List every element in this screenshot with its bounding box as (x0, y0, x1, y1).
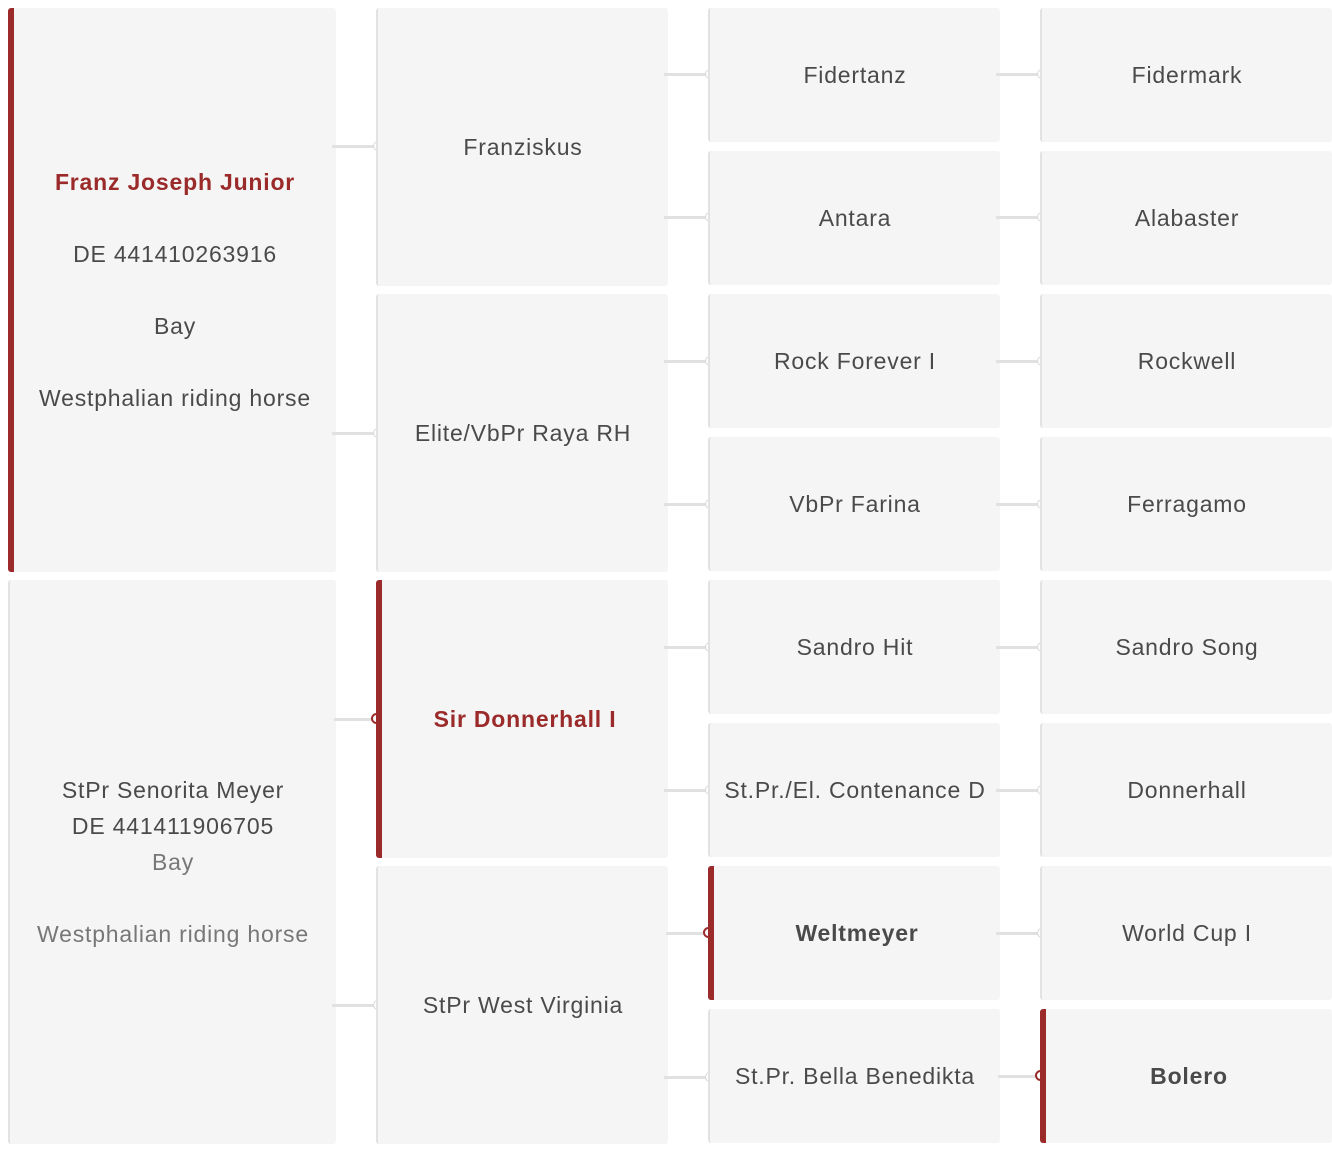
dam-dam-name[interactable]: StPr West Virginia (422, 992, 624, 1018)
horse-breed: Westphalian riding horse (39, 385, 311, 411)
ancestor-card[interactable] (708, 8, 1000, 142)
ancestor-card[interactable] (708, 580, 1000, 714)
ancestor-name[interactable]: Weltmeyer (795, 920, 919, 946)
dam-name[interactable]: StPr Senorita Meyer (61, 777, 285, 803)
ancestor-name[interactable]: Alabaster (1134, 205, 1240, 231)
ancestor-card[interactable] (708, 1009, 1000, 1143)
horse-card[interactable] (8, 8, 336, 572)
ancestor-name[interactable]: Donnerhall (1127, 777, 1247, 803)
dam-sire-card[interactable] (376, 580, 668, 858)
connector-line (996, 646, 1042, 649)
ancestor-card[interactable] (708, 723, 1000, 857)
dam-card[interactable] (8, 580, 336, 1144)
connector-line (996, 503, 1042, 506)
connector-line (664, 789, 710, 792)
ancestor-name[interactable]: St.Pr./El. Contenance D (724, 777, 986, 803)
dam-dam-card[interactable] (376, 866, 668, 1144)
ancestor-name[interactable]: Rockwell (1137, 348, 1237, 374)
connector-line (664, 360, 710, 363)
ancestor-card[interactable] (1040, 866, 1332, 1000)
connector-line (996, 789, 1042, 792)
ancestor-name[interactable]: VbPr Farina (789, 491, 921, 517)
connector-line (332, 145, 378, 148)
ancestor-card-highlight[interactable] (1040, 1009, 1332, 1143)
dam-sire-name[interactable]: Sir Donnerhall I (433, 706, 617, 732)
ancestor-name[interactable]: Antara (818, 205, 892, 231)
connector-line (664, 646, 710, 649)
connector-line (996, 932, 1042, 935)
ancestor-name[interactable]: World Cup I (1122, 920, 1252, 946)
dam-breed: Westphalian riding horse (37, 921, 309, 947)
dam-reg-no: DE 441411906705 (71, 813, 275, 839)
sire-name[interactable]: Franziskus (463, 134, 583, 160)
ancestor-name[interactable]: Fidermark (1131, 62, 1243, 88)
sire-dam-card[interactable] (376, 294, 668, 572)
sire-dam-name[interactable]: Elite/VbPr Raya RH (414, 420, 632, 446)
connector-line (664, 73, 710, 76)
sire-card[interactable] (376, 8, 668, 286)
connector-line (996, 216, 1042, 219)
ancestor-card[interactable] (1040, 8, 1332, 142)
ancestor-card[interactable] (708, 437, 1000, 571)
ancestor-name[interactable]: Ferragamo (1127, 491, 1247, 517)
ancestor-name[interactable]: Sandro Song (1115, 634, 1259, 660)
ancestor-card[interactable] (708, 294, 1000, 428)
ancestor-card[interactable] (1040, 580, 1332, 714)
connector-line (332, 1004, 378, 1007)
dam-color: Bay (151, 849, 195, 875)
connector-line (996, 360, 1042, 363)
connector-line (332, 432, 378, 435)
ancestor-name[interactable]: Fidertanz (803, 62, 907, 88)
ancestor-card[interactable] (1040, 294, 1332, 428)
horse-reg-no: DE 441410263916 (73, 241, 277, 267)
horse-name[interactable]: Franz Joseph Junior (54, 169, 296, 195)
ancestor-card[interactable] (1040, 723, 1332, 857)
ancestor-card[interactable] (1040, 437, 1332, 571)
connector-line (664, 1076, 710, 1079)
ancestor-card-highlight[interactable] (708, 866, 1000, 1000)
ancestor-name[interactable]: Rock Forever I (773, 348, 936, 374)
ancestor-name[interactable]: Bolero (1150, 1063, 1228, 1089)
ancestor-card[interactable] (708, 151, 1000, 285)
connector-line (664, 216, 710, 219)
connector-line (664, 503, 710, 506)
ancestor-card[interactable] (1040, 151, 1332, 285)
ancestor-name[interactable]: St.Pr. Bella Benedikta (734, 1063, 976, 1089)
connector-line (996, 73, 1042, 76)
ancestor-name[interactable]: Sandro Hit (796, 634, 914, 660)
horse-color: Bay (153, 313, 197, 339)
